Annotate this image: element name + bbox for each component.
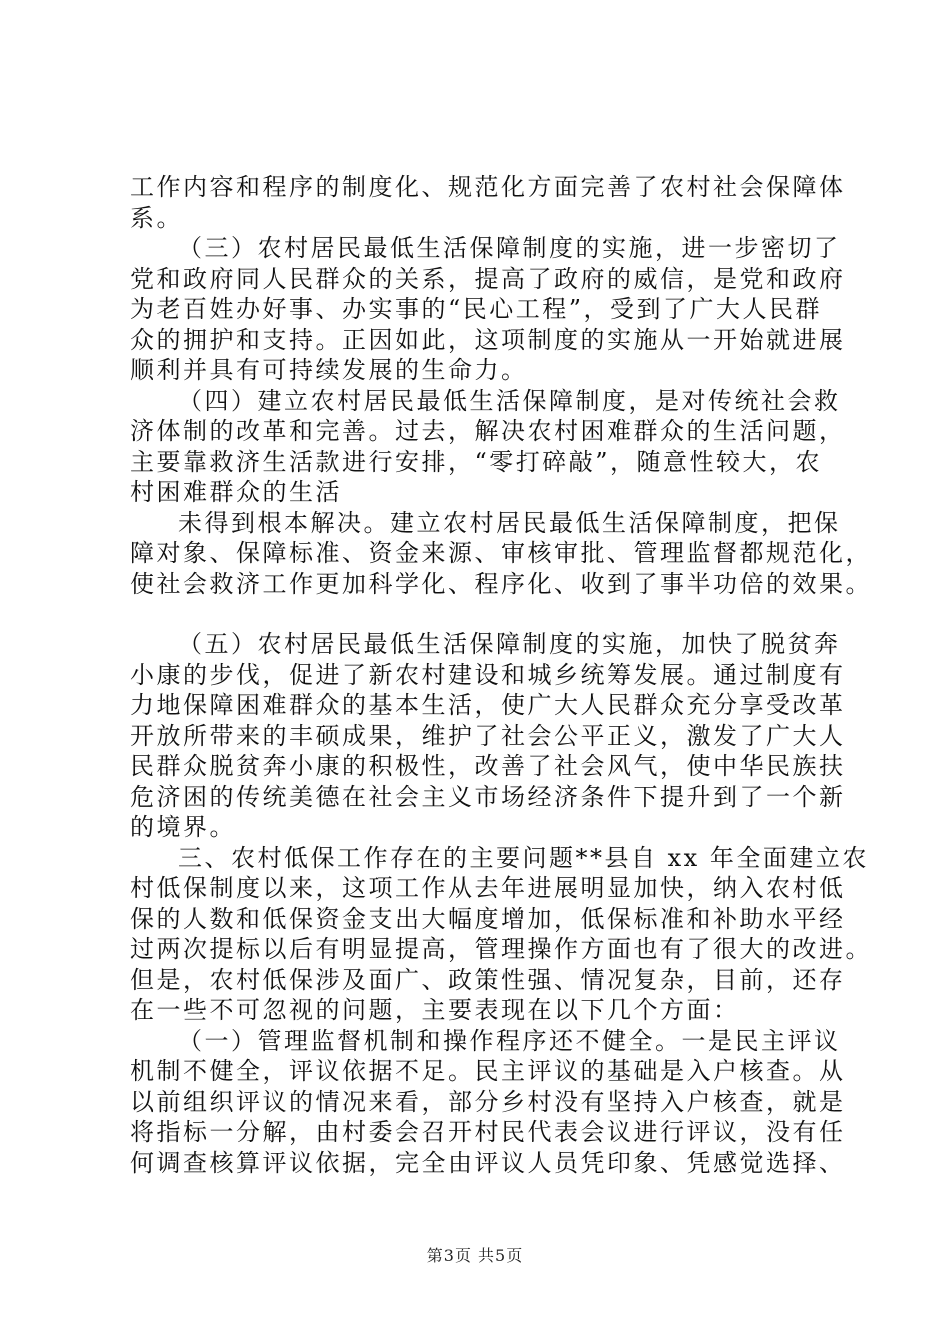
text-line: 力地保障困难群众的基本生活，使广大人民群众充分享受改革 <box>130 691 846 719</box>
text-line: 障对象、保障标准、资金来源、审核审批、管理监督都规范化， <box>130 539 872 567</box>
text-line: 众的拥护和支持。正因如此，这项制度的实施从一开始就进展 <box>130 325 846 354</box>
text-line: 党和政府同人民群众的关系，提高了政府的威信，是党和政府 <box>130 264 846 293</box>
text-line: 在一些不可忽视的问题，主要表现在以下几个方面： <box>130 996 740 1024</box>
text-line: （一）管理监督机制和操作程序还不健全。一是民主评议 <box>178 1026 841 1055</box>
text-line: （三）农村居民最低生活保障制度的实施，进一步密切了 <box>178 234 841 262</box>
text-line: 主要靠救济生活款进行安排，“零打碎敲”，随意性较大，农 <box>130 447 823 476</box>
paragraph-gap <box>130 599 830 629</box>
paragraph-section-5 <box>130 629 846 843</box>
text-line: 系。 <box>130 203 183 232</box>
text-line: 的境界。 <box>130 813 236 841</box>
text-line: 为老百姓办好事、办实事的“民心工程”，受到了广大人民群 <box>130 295 823 323</box>
text-line: 济体制的改革和完善。过去，解决农村困难群众的生活问题， <box>130 417 846 445</box>
text-line: 顺利并具有可持续发展的生命力。 <box>130 356 528 384</box>
document-body <box>130 172 872 1178</box>
text-line: 但是，农村低保涉及面广、政策性强、情况复杂，目前，还存 <box>130 965 846 994</box>
text-line: 将指标一分解，由村委会召开村民代表会议进行评议，没有任 <box>130 1118 846 1146</box>
text-line: 使社会救济工作更加科学化、程序化、收到了事半功倍的效果。 <box>130 569 872 598</box>
paragraph-main-problems <box>130 843 872 1026</box>
text-line: 村低保制度以来，这项工作从去年进展明显加快，纳入农村低 <box>130 874 846 902</box>
text-line: 工作内容和程序的制度化、规范化方面完善了农村社会保障体 <box>130 173 846 201</box>
text-line: 村困难群众的生活 <box>130 478 342 506</box>
text-line: 保的人数和低保资金支出大幅度增加，低保标准和补助水平经 <box>130 904 846 933</box>
text-line: 以前组织评议的情况来看，部分乡村没有坚持入户核查，就是 <box>130 1087 846 1116</box>
text-line: 小康的步伐，促进了新农村建设和城乡统筹发展。通过制度有 <box>130 660 846 689</box>
text-line: 机制不健全，评议依据不足。民主评议的基础是入户核查。从 <box>130 1057 846 1085</box>
paragraph-problem-1 <box>130 1026 846 1179</box>
text-line: 民群众脱贫奔小康的积极性，改善了社会风气，使中华民族扶 <box>130 752 846 780</box>
text-line: 未得到根本解决。建立农村居民最低生活保障制度，把保 <box>178 508 841 537</box>
text-line: 过两次提标以后有明显提高，管理操作方面也有了很大的改进。 <box>130 935 872 963</box>
paragraph-section-3 <box>130 233 846 386</box>
text-line: 开放所带来的丰硕成果，维护了社会公平正义，激发了广大人 <box>130 721 846 750</box>
text-line: 三、农村低保工作存在的主要问题**县自 xx 年全面建立农 <box>178 843 869 872</box>
paragraph-section-4-continued <box>130 508 872 600</box>
page-number-footer: 第3页 共5页 <box>426 1246 524 1265</box>
text-line: （五）农村居民最低生活保障制度的实施，加快了脱贫奔 <box>178 630 841 658</box>
paragraph-section-4 <box>130 386 846 508</box>
text-line: 危济困的传统美德在社会主义市场经济条件下提升到了一个新 <box>130 782 846 811</box>
paragraph-continuation <box>130 172 846 233</box>
text-line: 何调查核算评议依据，完全由评议人员凭印象、凭感觉选择、 <box>130 1148 846 1177</box>
text-line: （四）建立农村居民最低生活保障制度，是对传统社会救 <box>178 386 841 415</box>
